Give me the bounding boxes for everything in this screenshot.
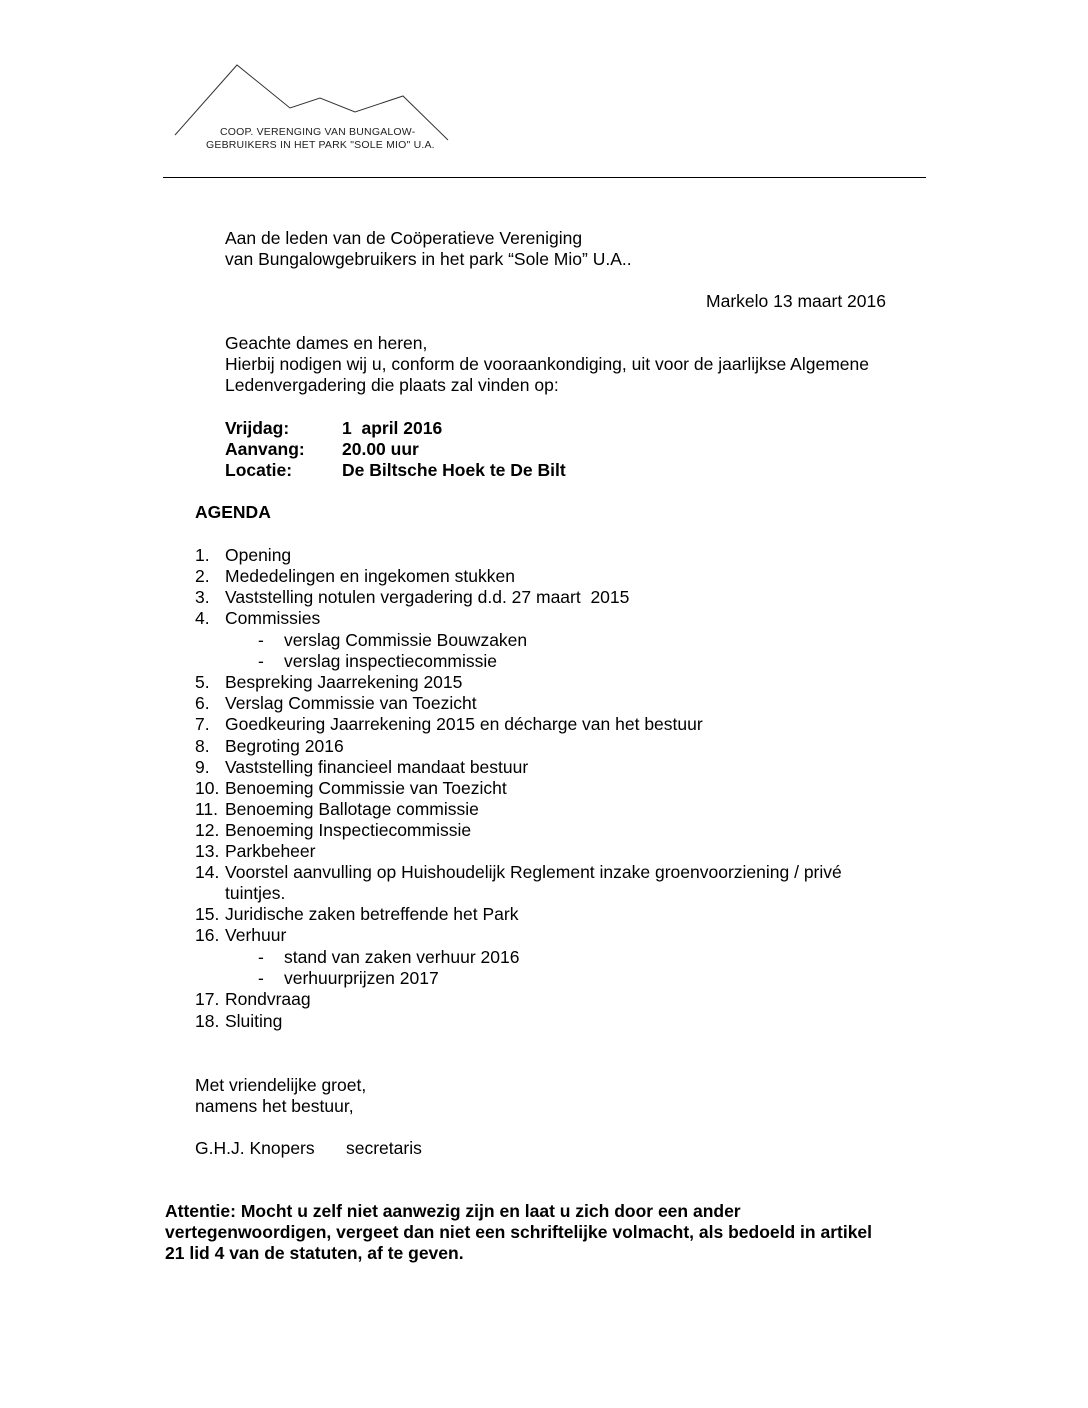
signatory-role: secretaris (346, 1138, 422, 1158)
logo-text-line2: GEBRUIKERS IN HET PARK "SOLE MIO" U.A. (206, 139, 435, 151)
detail-value-start: 20.00 uur (342, 439, 419, 459)
agenda-number: 4. (195, 608, 210, 628)
agenda-number: 5. (195, 672, 210, 692)
agenda-item: Benoeming Ballotage commissie (225, 799, 479, 819)
agenda-number: 11. (195, 799, 219, 819)
agenda-item: Verslag Commissie van Toezicht (225, 693, 477, 713)
closing-on-behalf: namens het bestuur, (195, 1096, 354, 1116)
agenda-number: 16. (195, 925, 220, 945)
agenda-item: Verhuur (225, 925, 287, 945)
agenda-item: Opening (225, 545, 292, 565)
detail-label-start: Aanvang: (225, 439, 305, 459)
agenda-item: Vaststelling notulen vergadering d.d. 27 maart 2015 (225, 587, 630, 607)
agenda-number: 15. (195, 904, 220, 924)
detail-label-location: Locatie: (225, 460, 293, 480)
agenda-heading: AGENDA (195, 502, 271, 522)
signatory-name: G.H.J. Knopers (195, 1138, 315, 1158)
agenda-number: 3. (195, 587, 210, 607)
association-logo (170, 60, 455, 160)
attention-line2: vertegenwoordigen, vergeet dan niet een schriftelijke volmacht, als bedoeld in artikel (165, 1222, 873, 1242)
attention-line1: Attentie: Mocht u zelf niet aanwezig zijn en laat u zich door een ander (165, 1201, 741, 1221)
agenda-number: 8. (195, 736, 210, 756)
detail-label-day: Vrijdag: (225, 418, 290, 438)
agenda-subitem-bullet: - (258, 651, 264, 671)
agenda-number: 2. (195, 566, 210, 586)
agenda-number: 9. (195, 757, 210, 777)
agenda-item: Bespreking Jaarrekening 2015 (225, 672, 463, 692)
agenda-number: 7. (195, 714, 210, 734)
agenda-item: Rondvraag (225, 989, 311, 1009)
agenda-item: Begroting 2016 (225, 736, 344, 756)
agenda-item: Commissies (225, 608, 321, 628)
salutation: Geachte dames en heren, (225, 333, 428, 353)
detail-value-day: 1 april 2016 (342, 418, 443, 438)
detail-value-location: De Biltsche Hoek te De Bilt (342, 460, 566, 480)
header-divider (163, 177, 926, 178)
agenda-item: Mededelingen en ingekomen stukken (225, 566, 515, 586)
agenda-item: Goedkeuring Jaarrekening 2015 en décharge van het bestuur (225, 714, 703, 734)
agenda-item: Voorstel aanvulling op Huishoudelijk Reglement inzake groenvoorziening / privé (225, 862, 842, 882)
date-line: Markelo 13 maart 2016 (706, 291, 886, 311)
intro-line2: Ledenvergadering die plaats zal vinden op: (225, 375, 559, 395)
agenda-item-continuation: tuintjes. (225, 883, 286, 903)
agenda-number: 13. (195, 841, 220, 861)
agenda-number: 18. (195, 1011, 220, 1031)
intro-line1: Hierbij nodigen wij u, conform de vooraankondiging, uit voor de jaarlijkse Algemene (225, 354, 869, 374)
agenda-subitem-bullet: - (258, 630, 264, 650)
agenda-item: Benoeming Inspectiecommissie (225, 820, 472, 840)
agenda-item: Benoeming Commissie van Toezicht (225, 778, 507, 798)
address-line1: Aan de leden van de Coöperatieve Vereniging (225, 228, 583, 248)
agenda-number: 1. (195, 545, 210, 565)
agenda-subitem: verhuurprijzen 2017 (284, 968, 439, 988)
agenda-number: 10. (195, 778, 220, 798)
agenda-number: 17. (195, 989, 220, 1009)
agenda-item: Parkbeheer (225, 841, 316, 861)
logo-text-line1: COOP. VERENGING VAN BUNGALOW- (220, 126, 416, 138)
agenda-subitem-bullet: - (258, 968, 264, 988)
agenda-number: 6. (195, 693, 210, 713)
agenda-number: 14. (195, 862, 220, 882)
agenda-item: Juridische zaken betreffende het Park (225, 904, 519, 924)
address-line2: van Bungalowgebruikers in het park “Sole Mio” U.A.. (225, 249, 632, 269)
agenda-subitem: stand van zaken verhuur 2016 (284, 947, 520, 967)
agenda-subitem: verslag Commissie Bouwzaken (284, 630, 528, 650)
agenda-subitem: verslag inspectiecommissie (284, 651, 497, 671)
agenda-item: Sluiting (225, 1011, 283, 1031)
agenda-item: Vaststelling financieel mandaat bestuur (225, 757, 529, 777)
agenda-number: 12. (195, 820, 220, 840)
agenda-subitem-bullet: - (258, 947, 264, 967)
closing-greeting: Met vriendelijke groet, (195, 1075, 367, 1095)
attention-line3: 21 lid 4 van de statuten, af te geven. (165, 1243, 464, 1263)
